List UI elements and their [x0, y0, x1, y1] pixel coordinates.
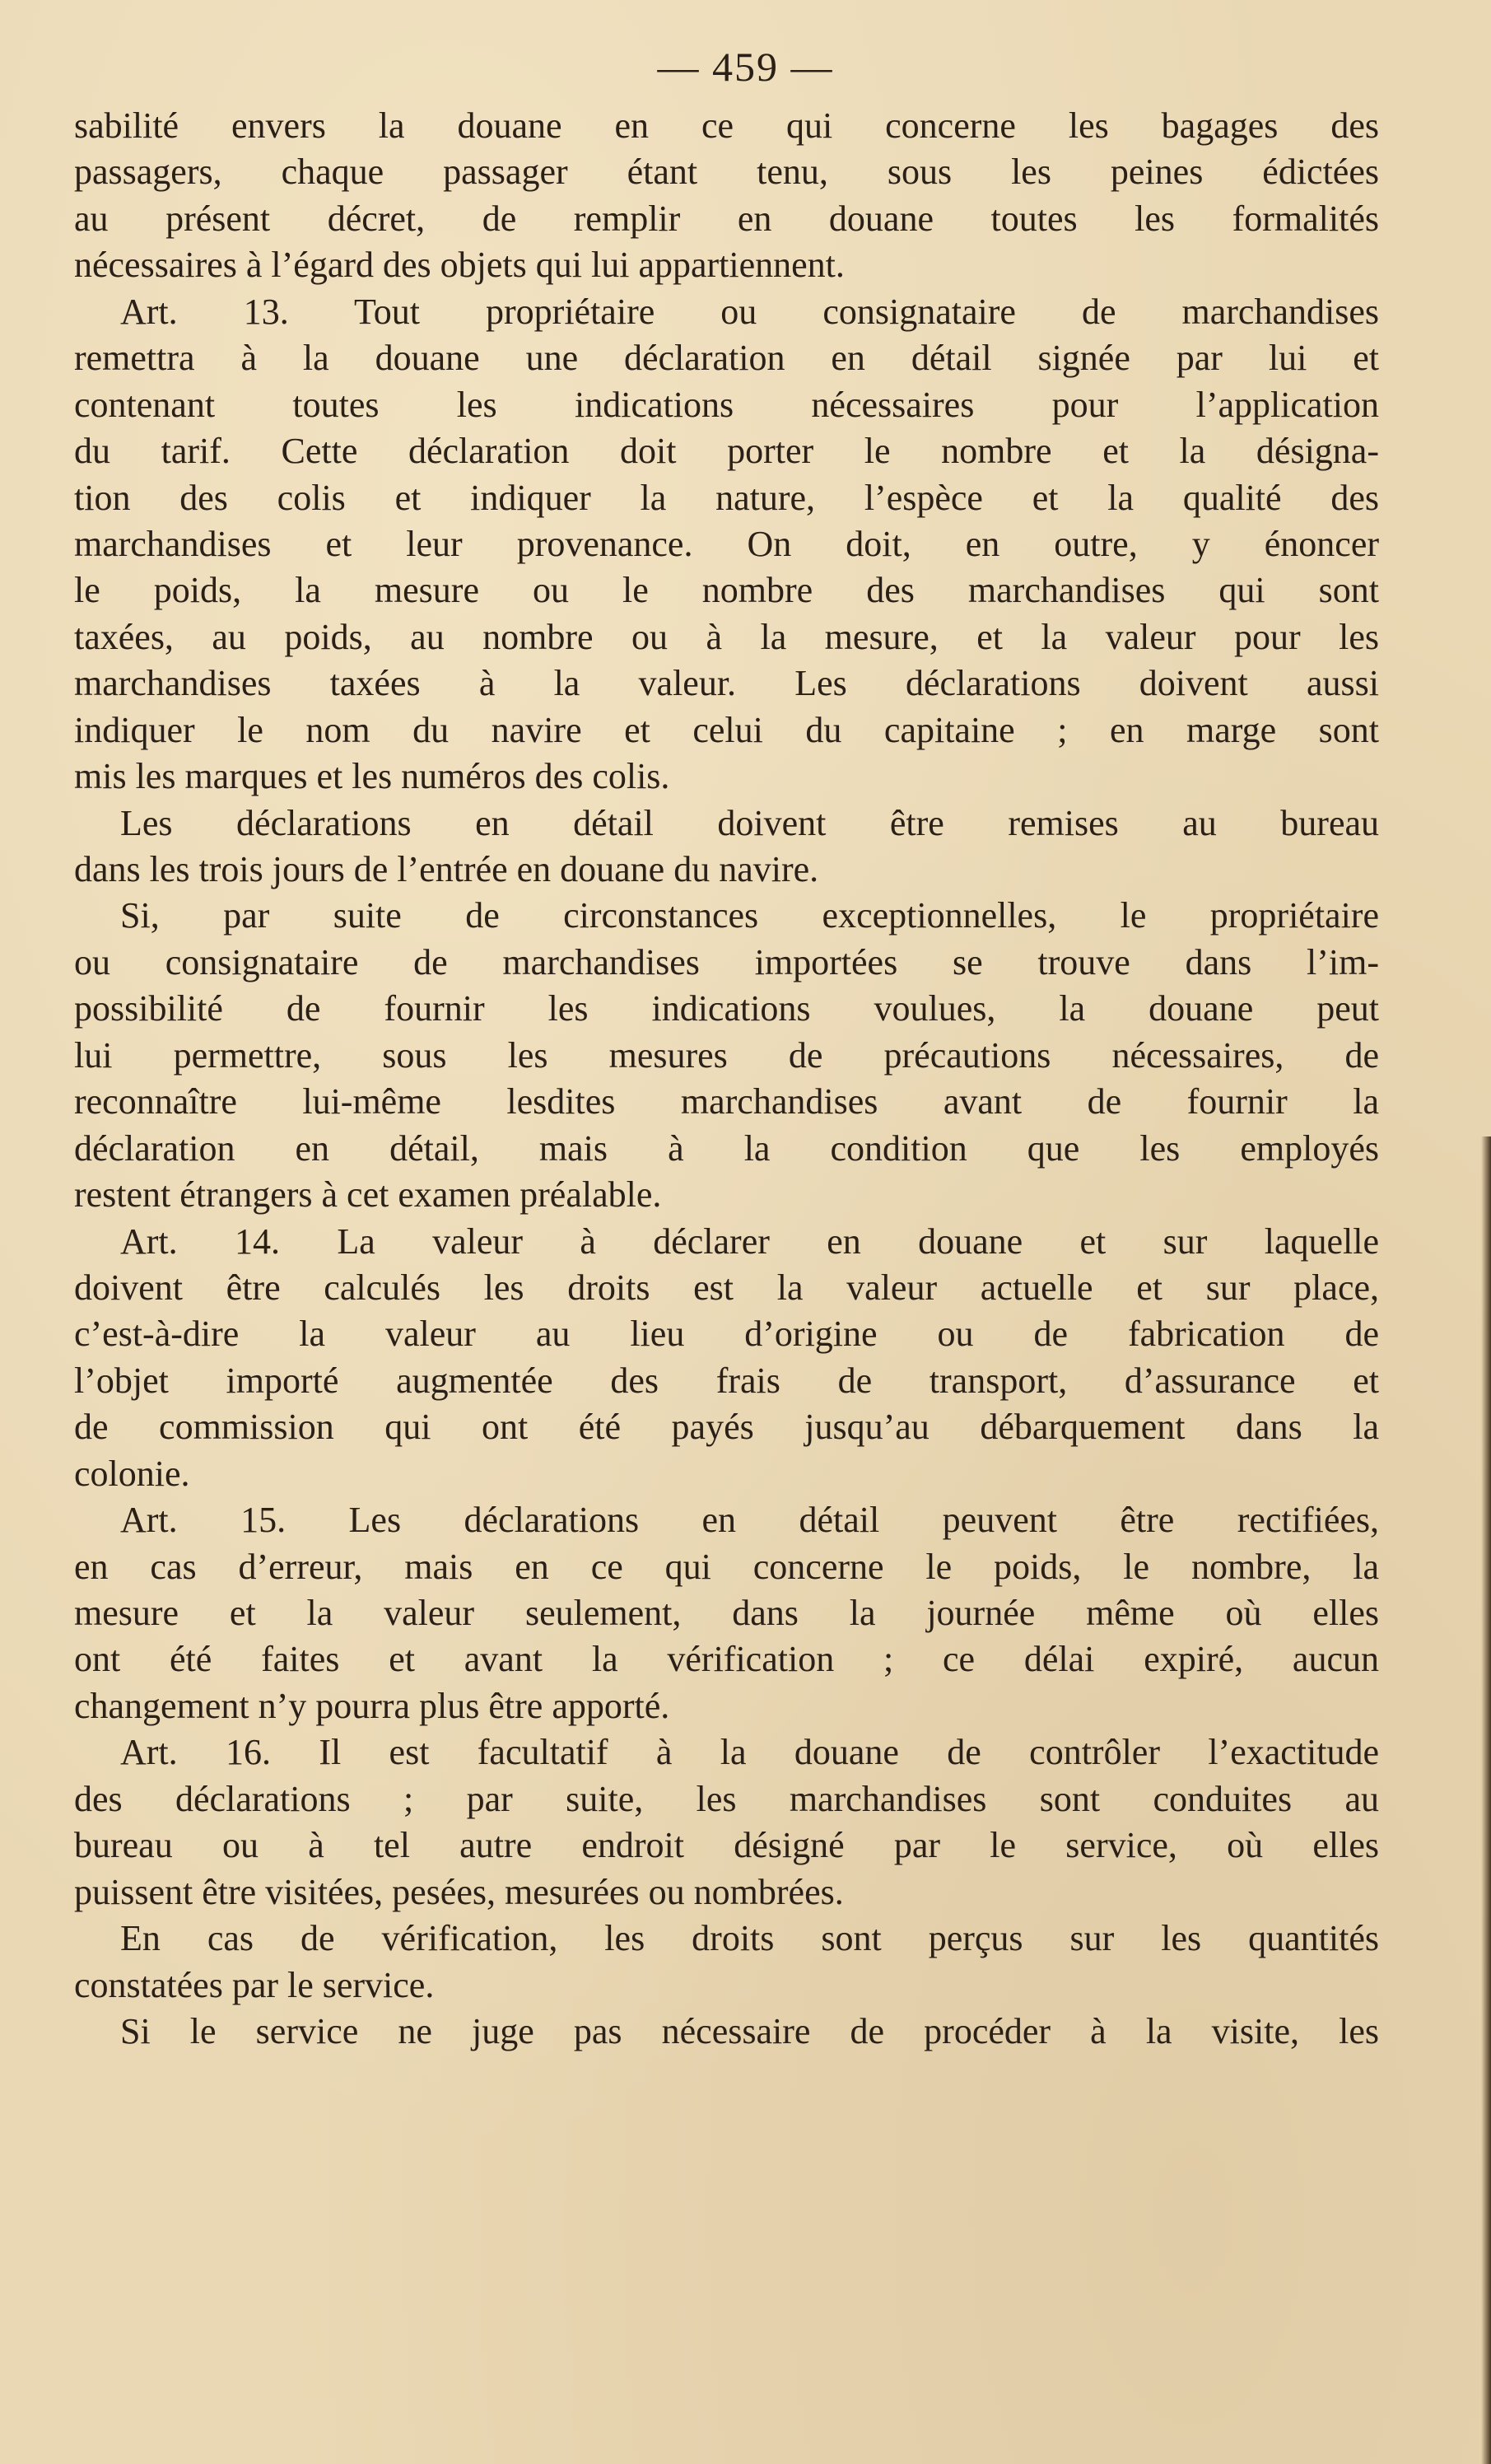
text-line: ou consignataire de marchandises importées se trouve dans l’im-	[74, 941, 1379, 982]
text-line: Si le service ne juge pas nécessaire de procéder à la visite, les	[120, 2010, 1379, 2051]
text-line: ont été faites et avant la vérification ; ce délai expiré, aucun	[74, 1639, 1379, 1680]
text-line: doivent être calculés les droits est la valeur actuelle et sur place,	[74, 1267, 1379, 1308]
text-line: lui permettre, sous les mesures de précautions nécessaires, de	[74, 1034, 1379, 1076]
text-line: Art. 16. Il est facultatif à la douane de contrôler l’exactitude	[120, 1732, 1379, 1773]
text-line: changement n’y pourra plus être apporté.	[74, 1685, 670, 1726]
text-line: tion des colis et indiquer la nature, l’espèce et la qualité des	[74, 477, 1379, 518]
text-line: reconnaître lui-même lesdites marchandises avant de fournir la	[74, 1081, 1379, 1122]
text-line: constatées par le service.	[74, 1964, 435, 2005]
text-line: passagers, chaque passager étant tenu, sous les peines édictées	[74, 152, 1379, 193]
text-line: Art. 14. La valeur à déclarer en douane et sur laquelle	[120, 1220, 1379, 1262]
text-line: En cas de vérification, les droits sont perçus sur les quantités	[120, 1918, 1379, 1959]
page-number: — 459 —	[657, 44, 834, 90]
text-line: sabilité envers la douane en ce qui concerne les bagages des	[74, 105, 1379, 146]
text-line: possibilité de fournir les indications voulues, la douane peut	[74, 988, 1379, 1029]
text-line: colonie.	[74, 1453, 190, 1494]
text-line: déclaration en détail, mais à la condition que les employés	[74, 1127, 1379, 1169]
text-line: bureau ou à tel autre endroit désigné par le service, où elles	[74, 1825, 1379, 1866]
text-line: indiquer le nom du navire et celui du capitaine ; en marge sont	[74, 709, 1379, 750]
text-line: marchandises et leur provenance. On doit, en outre, y énoncer	[74, 523, 1379, 564]
text-line: Art. 15. Les déclarations en détail peuvent être rectifiées,	[120, 1500, 1379, 1541]
text-line: mis les marques et les numéros des colis.	[74, 756, 670, 797]
text-line: taxées, au poids, au nombre ou à la mesure, et la valeur pour les	[74, 616, 1379, 657]
text-line: Les déclarations en détail doivent être remises au bureau	[120, 802, 1379, 843]
text-line: dans les trois jours de l’entrée en douane du navire.	[74, 849, 819, 889]
page-edge-shadow	[1481, 1136, 1491, 2464]
text-line: Si, par suite de circonstances exceptionnelles, le propriétaire	[120, 895, 1379, 936]
text-line: nécessaires à l’égard des objets qui lui appartiennent.	[74, 245, 845, 286]
text-line: remettra à la douane une déclaration en détail signée par lui et	[74, 338, 1379, 379]
text-line: c’est-à-dire la valeur au lieu d’origine ou de fabrication de	[74, 1314, 1379, 1355]
text-line: des déclarations ; par suite, les marchandises sont conduites au	[74, 1778, 1379, 1819]
text-line: puissent être visitées, pesées, mesurées ou nombrées.	[74, 1871, 844, 1912]
text-line: Art. 13. Tout propriétaire ou consignataire de marchandises	[120, 291, 1379, 332]
text-line: marchandises taxées à la valeur. Les déclarations doivent aussi	[74, 663, 1379, 704]
text-line: au présent décret, de remplir en douane toutes les formalités	[74, 198, 1379, 239]
text-line: contenant toutes les indications nécessaires pour l’application	[74, 384, 1379, 425]
body-text	[74, 103, 1379, 2055]
text-line: de commission qui ont été payés jusqu’au débarquement dans la	[74, 1407, 1379, 1448]
text-line: du tarif. Cette déclaration doit porter le nombre et la désigna-	[74, 431, 1379, 472]
text-line: en cas d’erreur, mais en ce qui concerne le poids, le nombre, la	[74, 1546, 1379, 1587]
text-line: l’objet importé augmentée des frais de transport, d’assurance et	[74, 1360, 1379, 1401]
text-line: mesure et la valeur seulement, dans la journée même où elles	[74, 1593, 1379, 1633]
text-line: restent étrangers à cet examen préalable.	[74, 1174, 662, 1216]
text-line: le poids, la mesure ou le nombre des marchandises qui sont	[74, 570, 1379, 611]
